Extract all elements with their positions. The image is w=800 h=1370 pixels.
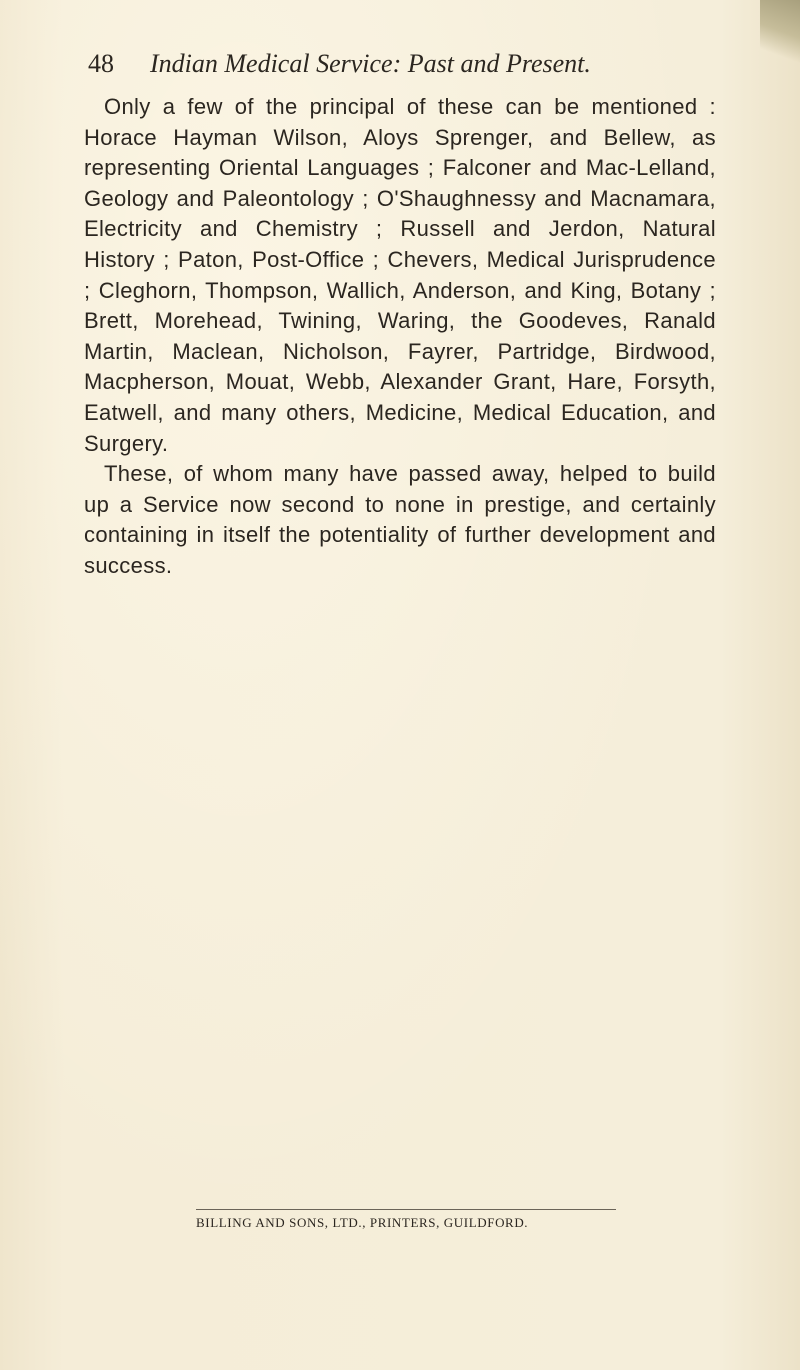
running-head xyxy=(88,46,728,82)
running-title: Indian Medical Service: Past and Present. xyxy=(150,49,591,78)
page-number: 48 xyxy=(88,49,114,78)
paragraph-service-legacy: These, of whom many have passed away, helped to build up a Service now second to none in prestige, and certainly containing in itself the potentiality of further development and success. xyxy=(84,461,716,578)
body-text xyxy=(84,92,716,582)
printer-imprint: BILLING AND SONS, LTD., PRINTERS, GUILDFORD. xyxy=(196,1209,616,1234)
page-corner-stain xyxy=(760,0,800,70)
paragraph-principal-names: Only a few of the principal of these can be mentioned : Horace Hayman Wilson, Aloys Sprenger, and Bellew, as representing Oriental Languages ; Falconer and Mac-Lelland, Geology and Paleontology ; O'Shaughnessy and Macnamara, Electricity and Chemistry ; Russell and Jerdon, Natural History ; Paton, Post-Office ; Chevers, Medical Jurisprudence ; Cleghorn, Thompson, Wallich, Anderson, and King, Botany ; Brett, Morehead, Twining, Waring, the Goodeves, Ranald Martin, Maclean, Nicholson, Fayrer, Partridge, Birdwood, Macpherson, Mouat, Webb, Alexander Grant, Hare, Forsyth, Eatwell, and many others, Medicine, Medical Education, and Surgery. xyxy=(84,94,716,456)
